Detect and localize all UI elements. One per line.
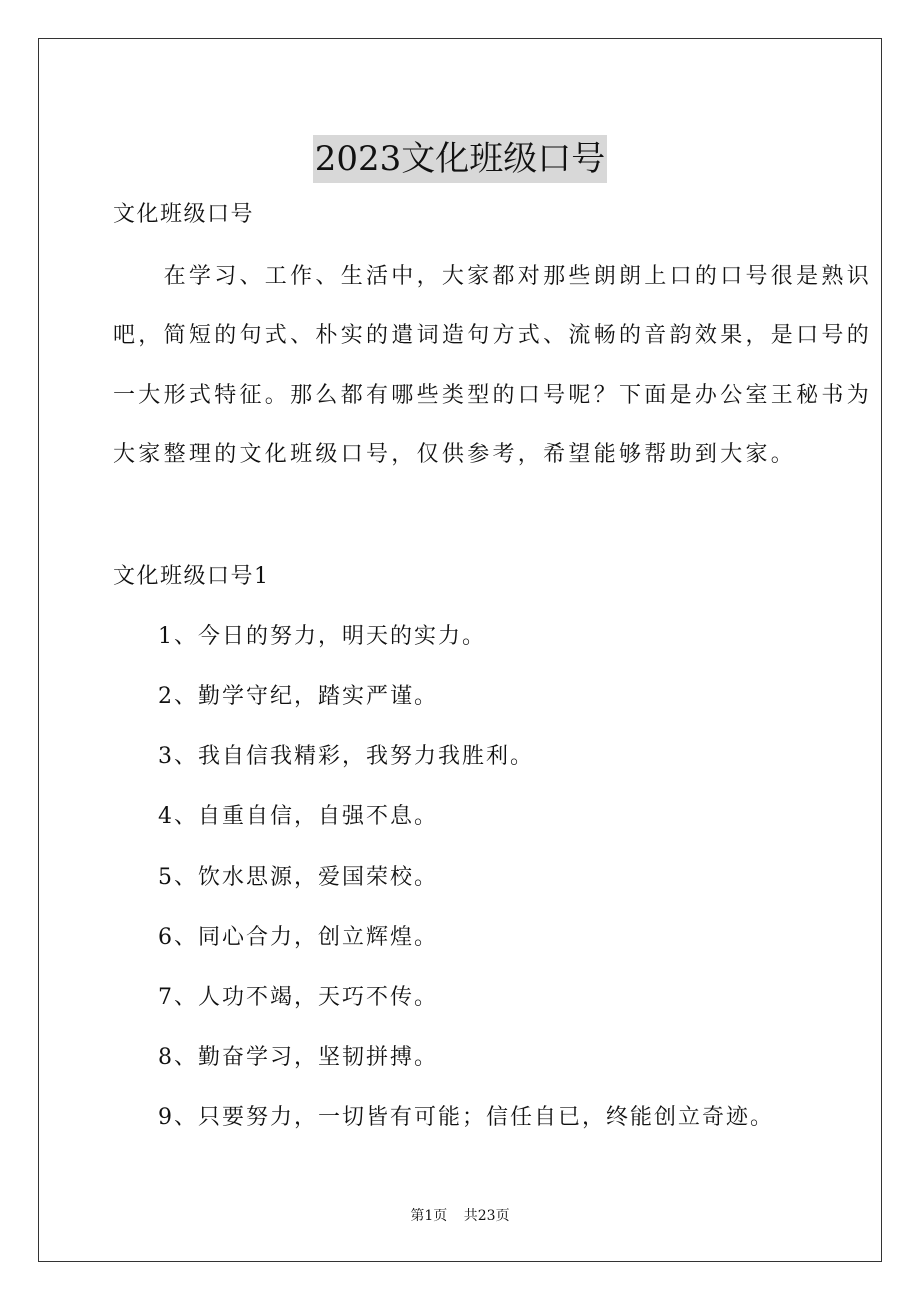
- title-wrap: [0, 112, 920, 206]
- intro-line: 一大形式特征。那么都有哪些类型的口号呢？下面是办公室王秘书为: [113, 383, 873, 408]
- page-number: 第1页: [410, 1208, 448, 1224]
- list-item: 3、我自信我精彩，我努力我胜利。: [158, 744, 534, 769]
- list-item: 2、勤学守纪，踏实严谨。: [158, 684, 438, 709]
- page-footer: [0, 1206, 920, 1226]
- intro-line: 吧，简短的句式、朴实的遣词造句方式、流畅的音韵效果，是口号的: [113, 323, 873, 348]
- document-title: 2023文化班级口号: [313, 135, 608, 183]
- section-heading: 文化班级口号1: [113, 564, 270, 589]
- list-item: 7、人功不竭，天巧不传。: [158, 985, 438, 1010]
- document-heading: 文化班级口号: [113, 202, 255, 227]
- list-item: 6、同心合力，创立辉煌。: [158, 925, 438, 950]
- list-item: 9、只要努力，一切皆有可能；信任自已，终能创立奇迹。: [158, 1105, 774, 1130]
- list-item: 5、饮水思源，爱国荣校。: [158, 865, 438, 890]
- intro-line: 大家整理的文化班级口号，仅供参考，希望能够帮助到大家。: [113, 442, 797, 467]
- list-item: 4、自重自信，自强不息。: [158, 804, 438, 829]
- list-item: 8、勤奋学习，坚韧拼搏。: [158, 1045, 438, 1070]
- intro-line: 在学习、工作、生活中，大家都对那些朗朗上口的口号很是熟识: [113, 264, 873, 289]
- page-total: 共23页: [463, 1208, 510, 1224]
- list-item: 1、今日的努力，明天的实力。: [158, 624, 486, 649]
